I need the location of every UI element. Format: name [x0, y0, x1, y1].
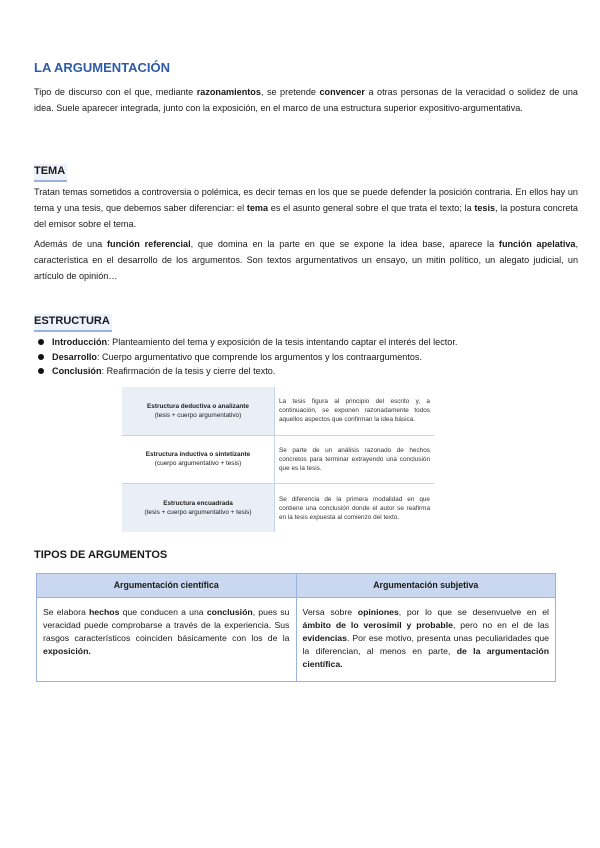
cell-bold-term: de la argumentación científica. — [302, 646, 550, 669]
cell-text: . Por ese motivo, presenta unas peculiaridades que la diferencian, al menos en parte, — [302, 633, 549, 656]
cell-text: , por lo que se desenvuelve en el — [398, 607, 549, 617]
intro-bold-term: razonamientos — [196, 87, 261, 97]
structure-name: Estructura encuadrada — [163, 500, 233, 508]
list-item — [34, 335, 578, 350]
intro-paragraph — [34, 84, 578, 116]
structure-formula: (cuerpo argumentativo + tesis) — [154, 460, 242, 468]
structure-formula: (tesis + cuerpo argumentativo) — [154, 411, 242, 419]
tema-bold-term: tema — [246, 203, 269, 213]
table-header-row — [37, 574, 556, 598]
column-header-subjetiva: Argumentación subjetiva — [296, 574, 556, 598]
column-header-cientifica: Argumentación científica — [37, 574, 297, 598]
cell-text: , pero no en el de las — [452, 620, 549, 630]
tema-bold-term: función apelativa — [498, 239, 576, 249]
cell-text: Se elabora — [43, 607, 89, 617]
cell-bold-term: ámbito de lo verosímil y probable — [302, 620, 453, 630]
structure-name: Estructura inductiva o sintetizante — [145, 451, 251, 459]
cell-text: Versa sobre — [302, 607, 358, 617]
intro-text: a otras personas de la veracidad o solidez de una idea. Suele aparecer integrada, junto con la exposición, en el marco de una estructura superior expositivo-argumentativa. — [34, 87, 578, 113]
intro-text: Tipo de discurso con el que, mediante — [34, 87, 197, 97]
cell-bold-term: exposición. — [43, 646, 91, 656]
tema-paragraph-1 — [34, 184, 578, 232]
tema-text: Además de una — [34, 239, 107, 249]
estructura-heading: ESTRUCTURA — [34, 314, 112, 332]
cell-bold-term: opiniones — [357, 607, 399, 617]
subjetiva-cell — [296, 598, 556, 682]
bullet-icon — [38, 354, 44, 360]
intro-text: , se pretende — [260, 87, 320, 97]
list-item-text: : Planteamiento del tema y exposición de la tesis intentando captar el interés del lector. — [107, 337, 458, 347]
estructura-heading-wrap — [34, 311, 578, 332]
tema-paragraph-2 — [34, 236, 578, 284]
cell-bold-term: hechos — [88, 607, 120, 617]
list-item-term: Conclusión — [52, 366, 102, 376]
structure-name-cell — [122, 484, 275, 532]
arguments-table — [36, 573, 556, 682]
structure-name: Estructura deductiva o analizante — [147, 402, 249, 410]
cell-bold-term: evidencias — [302, 633, 347, 643]
bullet-icon — [38, 368, 44, 374]
list-item-term: Desarrollo — [52, 351, 97, 362]
bullet-icon — [38, 339, 44, 345]
list-item — [34, 350, 578, 365]
tema-text: , la postura concreta del emisor sobre el tema. — [34, 203, 578, 229]
table-row — [122, 484, 434, 532]
list-item-term: Introducción — [52, 337, 108, 347]
cell-text: , pues su veracidad puede comprobarse a través de la experiencia. Sus rasgos característicos coinciden básicamente con los de la — [43, 607, 290, 643]
cell-bold-term: conclusión — [206, 607, 253, 617]
table-row — [122, 435, 434, 484]
cell-text: que conducen a una — [119, 607, 207, 617]
structure-description: La tesis figura al principio del escrito y, a continuación, se exponen razonadamente todos aquellos aspectos que confirman la idea básica. — [279, 398, 430, 424]
structure-description: Se diferencia de la primera modalidad en que contiene una conclusión donde el autor se reafirma en la tesis expuesta al comienzo del texto. — [279, 495, 430, 521]
tema-heading-wrap — [34, 161, 578, 182]
tema-bold-term: tesis — [474, 203, 496, 213]
estructura-list — [34, 335, 578, 379]
table-row — [37, 598, 556, 682]
structure-formula: (tesis + cuerpo argumentativo + tesis) — [144, 509, 252, 517]
structure-table — [122, 387, 434, 532]
structure-name-cell — [122, 387, 275, 435]
page-title: LA ARGUMENTACIÓN — [34, 60, 171, 75]
structure-name-cell — [122, 435, 275, 484]
tema-text: , que domina en la parte en que se expone la idea base, aparece la — [190, 239, 499, 249]
tipos-heading-wrap — [34, 545, 578, 563]
tema-heading: TEMA — [34, 164, 67, 182]
tema-text: Tratan temas sometidos a controversia o polémica, es decir temas en los que se puede defender la posición contraria. En ellos hay un tema y una tesis, que debemos saber diferenciar: el — [34, 187, 578, 213]
tema-text: es el asunto general sobre el que trata el texto; la — [268, 203, 475, 213]
list-item-text: : Cuerpo argumentativo que comprende los argumentos y los contraargumentos. — [96, 351, 423, 362]
intro-bold-term: convencer — [319, 87, 365, 97]
cientifica-cell — [37, 598, 297, 682]
list-item-text: : Reafirmación de la tesis y cierre del texto. — [101, 366, 276, 376]
tema-bold-term: función referencial — [106, 239, 191, 249]
structure-description: Se parte de un análisis razonado de hechos concretos para terminar extrayendo una conclusión que es la tesis. — [279, 446, 430, 472]
table-row — [122, 387, 434, 435]
tipos-heading: TIPOS DE ARGUMENTOS — [34, 549, 168, 561]
tema-text: , característica en el desarrollo de los argumentos. Son textos argumentativos un ensayo, un mitin político, un alegato judicial, un artículo de opinión… — [34, 239, 578, 281]
list-item — [34, 364, 578, 379]
